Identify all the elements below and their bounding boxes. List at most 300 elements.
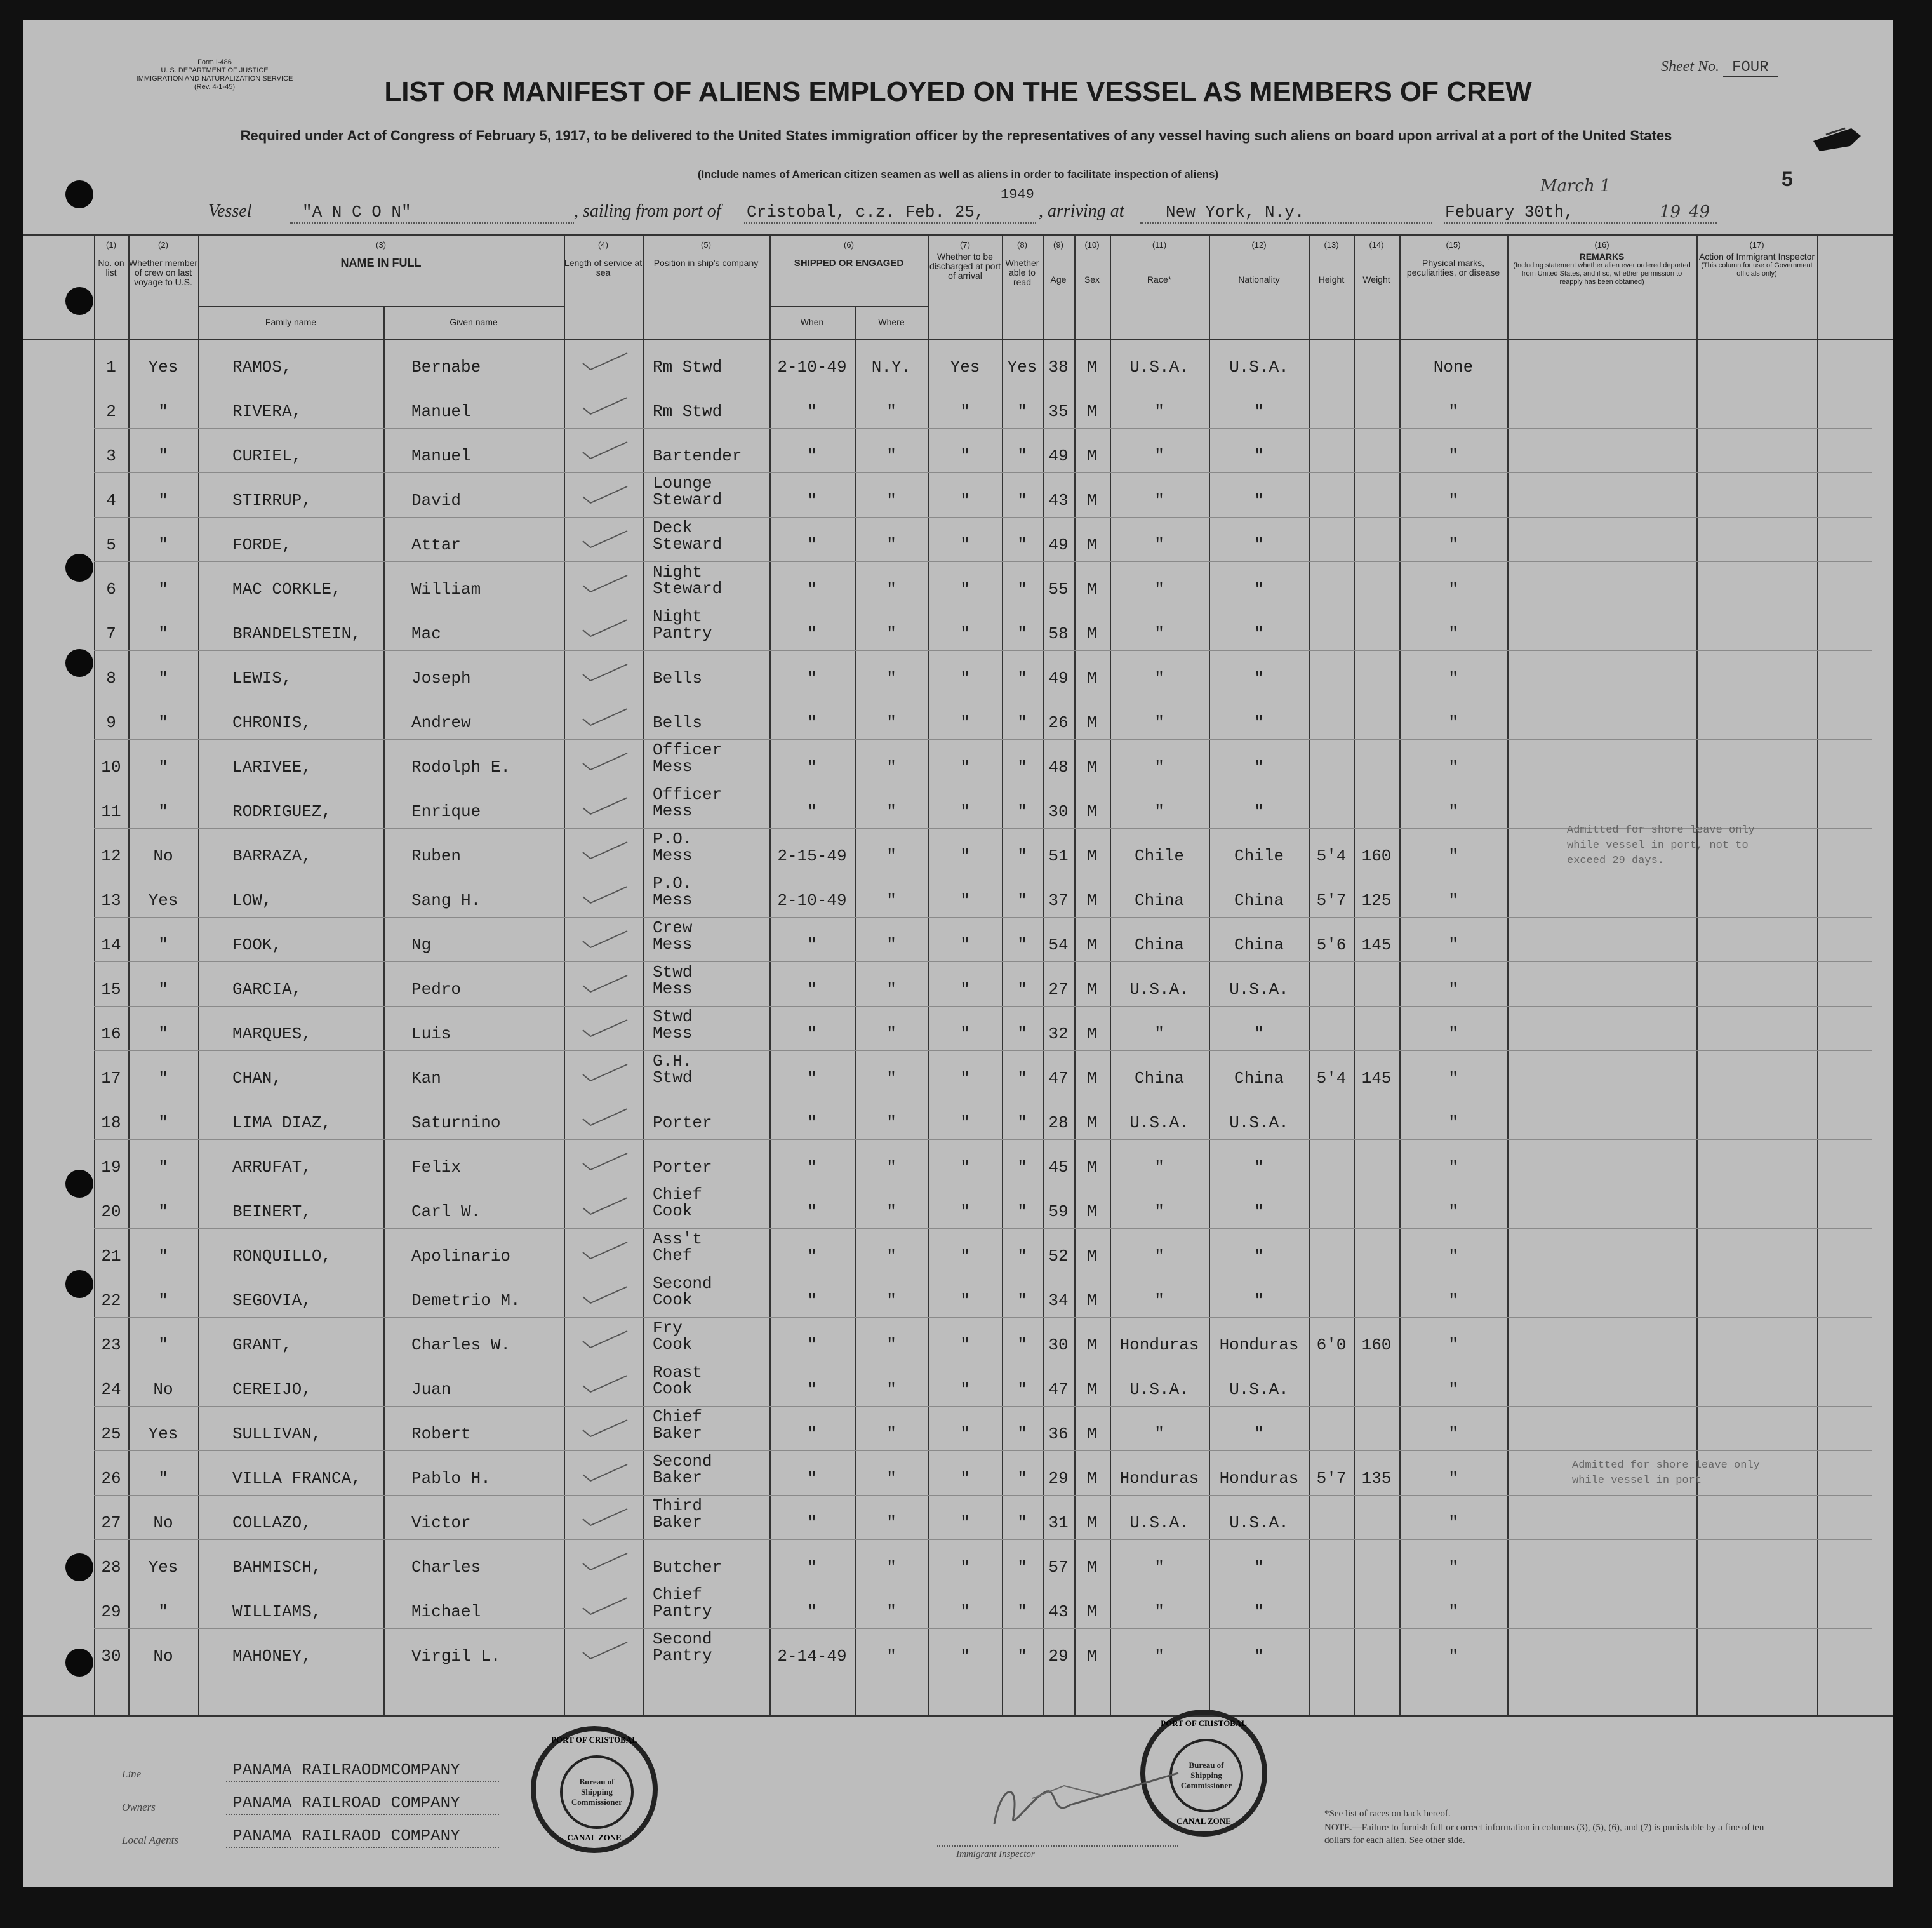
checkmark-icon [576,394,634,419]
position-cell: P.O. Mess [653,829,693,865]
physical-marks-cell: " [1448,1380,1458,1399]
family-name-cell: LOW, [232,891,272,910]
checkmark-icon [576,1061,634,1086]
row-number-cell: 9 [106,713,116,732]
race-cell: Honduras [1119,1469,1199,1488]
race-cell: " [1154,1158,1164,1177]
vessel-name: "A N C O N" [302,203,411,222]
checkmark-icon [576,1283,634,1308]
position-cell: Officer Mess [653,785,723,820]
port-to: New York, N.y. [1166,203,1305,222]
nationality-cell: Chile [1234,847,1284,866]
age-cell: 47 [1048,1380,1069,1399]
able-to-read-cell: " [1017,935,1027,954]
row-number-cell: 2 [106,402,116,421]
discharged-cell: " [960,491,970,510]
nationality-cell: " [1254,1202,1264,1221]
given-name-cell: David [411,491,462,510]
checkmark-icon [576,1238,634,1264]
row-number-cell: 11 [101,802,121,821]
checkmark-icon [576,794,634,819]
prev-voyage-cell: " [158,980,168,999]
shipped-where-cell: " [886,1647,896,1666]
physical-marks-cell: " [1448,1113,1458,1132]
row-rule [94,517,1872,518]
race-cell: Honduras [1119,1336,1199,1355]
sex-cell: M [1087,1380,1097,1399]
prev-voyage-cell: " [158,1113,168,1132]
height-cell: 5'7 [1316,891,1347,910]
punch-hole [65,554,93,582]
able-to-read-cell: " [1017,891,1027,910]
department: U. S. DEPARTMENT OF JUSTICE [161,67,269,74]
prev-voyage-cell: " [158,1024,168,1043]
shipped-when-cell: " [807,1247,817,1266]
subtitle: Required under Act of Congress of February 5, 1917, to be delivered to the United States immigration officer by the representatives of any vessel having such aliens on board upon arrival at a port of the United States [240,128,1672,144]
race-cell: China [1134,891,1184,910]
family-name-cell: FORDE, [232,535,292,554]
age-cell: 58 [1048,624,1069,643]
line-label: Line [122,1768,142,1780]
shipped-subheader-rule [769,306,928,307]
able-to-read-cell: " [1017,1247,1027,1266]
shipped-where-cell: " [886,535,896,554]
family-name-cell: RAMOS, [232,358,292,377]
revision: (Rev. 4-1-45) [194,83,235,91]
nationality-cell: " [1254,713,1264,732]
physical-marks-cell: " [1448,1602,1458,1621]
family-name-cell: SEGOVIA, [232,1291,312,1310]
family-name-cell: MAHONEY, [232,1647,312,1666]
nationality-cell: " [1254,580,1264,599]
row-number-cell: 7 [106,624,116,643]
race-cell: " [1154,1024,1164,1043]
age-cell: 55 [1048,580,1069,599]
position-cell: Fry Cook [653,1318,693,1354]
position-cell: Bells [653,669,703,688]
physical-marks-cell: " [1448,980,1458,999]
discharged-cell: " [960,1380,970,1399]
able-to-read-cell: " [1017,1469,1027,1488]
able-to-read-cell: " [1017,1291,1027,1310]
prev-voyage-cell: No [153,847,173,866]
shipped-when-cell: 2-10-49 [777,891,847,910]
shipped-where-cell: " [886,580,896,599]
position-cell: Rm Stwd [653,402,723,421]
checkmark-icon [576,660,634,686]
discharged-cell: " [960,1202,970,1221]
given-name-cell: Manuel [411,446,471,465]
able-to-read-cell: " [1017,1424,1027,1443]
checkmark-icon [576,749,634,775]
physical-marks-cell: " [1448,1202,1458,1221]
sex-cell: M [1087,1469,1097,1488]
race-cell: U.S.A. [1129,980,1189,999]
row-rule [94,1628,1872,1629]
shipped-when-cell: " [807,1513,817,1532]
row-rule [94,1228,1872,1229]
given-name-cell: Andrew [411,713,471,732]
age-cell: 43 [1048,1602,1069,1621]
given-name-cell: Carl W. [411,1202,481,1221]
sex-cell: M [1087,446,1097,465]
checkmark-icon [576,972,634,997]
nationality-cell: " [1254,669,1264,688]
checkmark-icon [576,1416,634,1442]
family-name-cell: LIMA DIAZ, [232,1113,332,1132]
race-cell: " [1154,1202,1164,1221]
row-rule [94,1006,1872,1007]
row-rule [94,1495,1872,1496]
row-number-cell: 17 [101,1069,121,1088]
row-rule [94,472,1872,473]
checkmark-icon [576,527,634,552]
discharged-cell: " [960,535,970,554]
page-title: LIST OR MANIFEST OF ALIENS EMPLOYED ON THE VESSEL AS MEMBERS OF CREW [384,76,1532,107]
race-cell: " [1154,1647,1164,1666]
given-name-cell: Sang H. [411,891,481,910]
sail-year: 1949 [1001,187,1034,203]
shipped-when-cell: " [807,802,817,821]
shipped-where-cell: " [886,1424,896,1443]
given-name-cell: Pedro [411,980,462,999]
able-to-read-cell: " [1017,624,1027,643]
position-cell: Second Cook [653,1274,712,1309]
discharged-cell: " [960,713,970,732]
nationality-cell: " [1254,491,1264,510]
sex-cell: M [1087,1158,1097,1177]
given-name-cell: Bernabe [411,358,481,377]
race-cell: " [1154,802,1164,821]
row-number-cell: 20 [101,1202,121,1221]
discharged-cell: " [960,1291,970,1310]
given-name-cell: Demetrio M. [411,1291,521,1310]
race-cell: " [1154,1558,1164,1577]
nationality-cell: U.S.A. [1229,980,1289,999]
sheet-number-value: FOUR [1723,59,1778,77]
nationality-cell: " [1254,1247,1264,1266]
physical-marks-cell: " [1448,1424,1458,1443]
shipped-when-cell: " [807,669,817,688]
age-cell: 43 [1048,491,1069,510]
shipped-where-cell: " [886,1336,896,1355]
physical-marks-cell: " [1448,580,1458,599]
nationality-cell: " [1254,1558,1264,1577]
able-to-read-cell: " [1017,1380,1027,1399]
age-cell: 45 [1048,1158,1069,1177]
row-number-cell: 14 [101,935,121,954]
shipped-when-cell: " [807,758,817,777]
prev-voyage-cell: Yes [148,1424,178,1443]
discharged-cell: " [960,1158,970,1177]
nationality-cell: " [1254,624,1264,643]
sex-cell: M [1087,1513,1097,1532]
checkmark-icon [576,1505,634,1530]
position-cell: Porter [653,1113,712,1132]
family-name-cell: BEINERT, [232,1202,312,1221]
prev-voyage-cell: Yes [148,891,178,910]
given-name-cell: Apolinario [411,1247,511,1266]
age-cell: 37 [1048,891,1069,910]
shipped-when-cell: " [807,1069,817,1088]
row-rule [94,961,1872,962]
shipped-when-cell: " [807,1380,817,1399]
shipped-when-cell: 2-10-49 [777,358,847,377]
col-header-remarks: (16) REMARKS (Including statement whether alien ever ordered deported from United States, and if so, whether permission to reapply has been obtained) [1513,240,1691,286]
name-subheader-rule [198,306,564,307]
checkmark-icon [576,1327,634,1353]
nationality-cell: Honduras [1219,1469,1299,1488]
row-number-cell: 28 [101,1558,121,1577]
subtitle-note: (Include names of American citizen seamen as well as aliens in order to facilitate inspection of aliens) [697,168,1219,180]
sex-cell: M [1087,1291,1097,1310]
shipped-where-cell: " [886,1202,896,1221]
weight-cell: 145 [1361,1069,1392,1088]
physical-marks-cell: " [1448,713,1458,732]
family-name-cell: ARRUFAT, [232,1158,312,1177]
prev-voyage-cell: " [158,1069,168,1088]
row-rule [94,428,1872,429]
weight-cell: 160 [1361,847,1392,866]
punch-hole [65,1649,93,1677]
given-name-cell: Charles W. [411,1336,511,1355]
prev-voyage-cell: " [158,446,168,465]
sex-cell: M [1087,1113,1097,1132]
able-to-read-cell: " [1017,802,1027,821]
physical-marks-cell: " [1448,758,1458,777]
given-name-cell: William [411,580,481,599]
nationality-cell: " [1254,1291,1264,1310]
checkmark-icon [576,1194,634,1219]
sex-cell: M [1087,1069,1097,1088]
able-to-read-cell: " [1017,535,1027,554]
nationality-cell: " [1254,1424,1264,1443]
position-cell: Ass't Chef [653,1229,703,1265]
stamp-bottom-text: CANAL ZONE [1176,1816,1231,1826]
shipped-where-cell: " [886,1513,896,1532]
row-number-cell: 30 [101,1647,121,1666]
shipped-where-cell: " [886,446,896,465]
position-cell: Stwd Mess [653,963,693,998]
age-cell: 30 [1048,1336,1069,1355]
sex-cell: M [1087,402,1097,421]
discharged-cell: " [960,1424,970,1443]
height-cell: 6'0 [1316,1336,1347,1355]
row-number-cell: 27 [101,1513,121,1532]
port-from: Cristobal, c.z. Feb. 25, [747,203,985,222]
given-name-cell: Ruben [411,847,462,866]
row-number-cell: 1 [106,358,116,377]
race-cell: " [1154,1291,1164,1310]
physical-marks-cell: " [1448,669,1458,688]
shipped-where-cell: " [886,669,896,688]
position-cell: Second Baker [653,1452,712,1487]
col-header-nationality: (12) Nationality [1238,240,1280,285]
physical-marks-cell: " [1448,1558,1458,1577]
sex-cell: M [1087,1647,1097,1666]
nationality-cell: " [1254,446,1264,465]
row-number-cell: 8 [106,669,116,688]
punch-hole [65,287,93,315]
physical-marks-cell: " [1448,1647,1458,1666]
col-header-given: Given name [450,317,498,327]
discharged-cell: " [960,402,970,421]
col-header-family: Family name [265,317,317,327]
able-to-read-cell: " [1017,446,1027,465]
given-name-cell: Virgil L. [411,1647,501,1666]
shipped-where-cell: " [886,402,896,421]
shipped-where-cell: " [886,1558,896,1577]
shipped-when-cell: " [807,1024,817,1043]
family-name-cell: GARCIA, [232,980,302,999]
height-cell: 5'7 [1316,1469,1347,1488]
remark-row-12: Admitted for shore leave only while vessel in port, not to exceed 29 days. [1567,824,1755,867]
nationality-cell: " [1254,1158,1264,1177]
row-rule [94,917,1872,918]
able-to-read-cell: " [1017,402,1027,421]
race-cell: " [1154,491,1164,510]
checkmark-icon [576,927,634,953]
shipped-when-cell: " [807,446,817,465]
position-cell: Night Steward [653,563,723,598]
age-cell: 30 [1048,802,1069,821]
prev-voyage-cell: " [158,1336,168,1355]
corner-stamp-icon [1801,97,1870,173]
position-cell: P.O. Mess [653,874,693,909]
discharged-cell: " [960,980,970,999]
row-number-cell: 4 [106,491,116,510]
discharged-cell: Yes [950,358,980,377]
sex-cell: M [1087,1424,1097,1443]
race-cell: U.S.A. [1129,1380,1189,1399]
prev-voyage-cell: " [158,669,168,688]
family-name-cell: SULLIVAN, [232,1424,322,1443]
race-cell: " [1154,446,1164,465]
age-cell: 49 [1048,535,1069,554]
given-name-cell: Manuel [411,402,471,421]
prev-voyage-cell: " [158,1158,168,1177]
col-header-sex: (10) Sex [1084,240,1100,285]
age-cell: 35 [1048,402,1069,421]
age-cell: 59 [1048,1202,1069,1221]
stamp-top-text: PORT OF CRISTOBAL [551,1735,637,1744]
sex-cell: M [1087,713,1097,732]
checkmark-icon [576,572,634,597]
age-cell: 31 [1048,1513,1069,1532]
row-number-cell: 12 [101,847,121,866]
position-cell: Porter [653,1158,712,1177]
family-name-cell: BRANDELSTEIN, [232,624,361,643]
physical-marks-cell: " [1448,624,1458,643]
shipped-when-cell: " [807,1336,817,1355]
remark-row-26: Admitted for shore leave only while vessel in port [1572,1459,1760,1487]
able-to-read-cell: " [1017,847,1027,866]
sex-cell: M [1087,935,1097,954]
shipped-where-cell: N.Y. [871,358,912,377]
checkmark-icon [576,1105,634,1130]
family-name-cell: CHRONIS, [232,713,312,732]
prev-voyage-cell: Yes [148,358,178,377]
family-name-cell: MAC CORKLE, [232,580,342,599]
prev-voyage-cell: " [158,713,168,732]
manifest-sheet [23,20,1893,1887]
able-to-read-cell: " [1017,580,1027,599]
position-cell: Rm Stwd [653,358,723,377]
able-to-read-cell: " [1017,1069,1027,1088]
row-number-cell: 21 [101,1247,121,1266]
arrival-correction: March 1 [1540,177,1611,196]
col-header-read: (8) Whether able to read [1005,240,1039,287]
discharged-cell: " [960,1247,970,1266]
col-header-physical-marks: (15) Physical marks, peculiarities, or disease [1406,240,1500,278]
row-number-cell: 13 [101,891,121,910]
punch-hole [65,180,93,208]
race-cell: " [1154,580,1164,599]
note-races: *See list of races on back hereof. [1324,1809,1451,1819]
family-name-cell: BARRAZA, [232,847,312,866]
table-bottom-border [23,1715,1893,1717]
checkmark-icon [576,1638,634,1664]
physical-marks-cell: " [1448,847,1458,866]
checkmark-icon [576,1372,634,1397]
service: IMMIGRATION AND NATURALIZATION SERVICE [136,75,293,83]
discharged-cell: " [960,1558,970,1577]
discharged-cell: " [960,624,970,643]
able-to-read-cell: " [1017,491,1027,510]
agents-value: PANAMA RAILRAOD COMPANY [232,1826,460,1845]
able-to-read-cell: " [1017,1202,1027,1221]
prev-voyage-cell: " [158,1602,168,1621]
family-name-cell: COLLAZO, [232,1513,312,1532]
prev-voyage-cell: " [158,1202,168,1221]
inspector-signature [975,1760,1191,1843]
nationality-cell: U.S.A. [1229,1113,1289,1132]
row-number-cell: 22 [101,1291,121,1310]
weight-cell: 160 [1361,1336,1392,1355]
age-cell: 52 [1048,1247,1069,1266]
physical-marks-cell: " [1448,935,1458,954]
note-penalty: NOTE.—Failure to furnish full or correct information in columns (3), (5), (6), and (7) is punishable by a fine of ten dollars for each alien. See other side. [1324,1823,1764,1845]
prev-voyage-cell: " [158,624,168,643]
arrival-date: Febuary 30th, [1445,203,1574,222]
page-number: 5 [1782,168,1793,191]
nationality-cell: Honduras [1219,1336,1299,1355]
family-name-cell: LEWIS, [232,669,292,688]
nationality-cell: China [1234,891,1284,910]
nationality-cell: China [1234,1069,1284,1088]
shipped-where-cell: " [886,847,896,866]
discharged-cell: " [960,1069,970,1088]
given-name-cell: Attar [411,535,462,554]
row-number-cell: 24 [101,1380,121,1399]
shipped-when-cell: 2-14-49 [777,1647,847,1666]
sex-cell: M [1087,1602,1097,1621]
physical-marks-cell: " [1448,446,1458,465]
family-name-cell: CEREIJO, [232,1380,312,1399]
shipped-where-cell: " [886,1291,896,1310]
prev-voyage-cell: No [153,1380,173,1399]
nationality-cell: " [1254,1602,1264,1621]
able-to-read-cell: Yes [1007,358,1037,377]
shipped-where-cell: " [886,1024,896,1043]
shipped-where-cell: " [886,1069,896,1088]
prev-voyage-cell: " [158,802,168,821]
punch-hole [65,649,93,677]
row-number-cell: 19 [101,1158,121,1177]
able-to-read-cell: " [1017,980,1027,999]
position-cell: Bells [653,713,703,732]
row-number-cell: 25 [101,1424,121,1443]
